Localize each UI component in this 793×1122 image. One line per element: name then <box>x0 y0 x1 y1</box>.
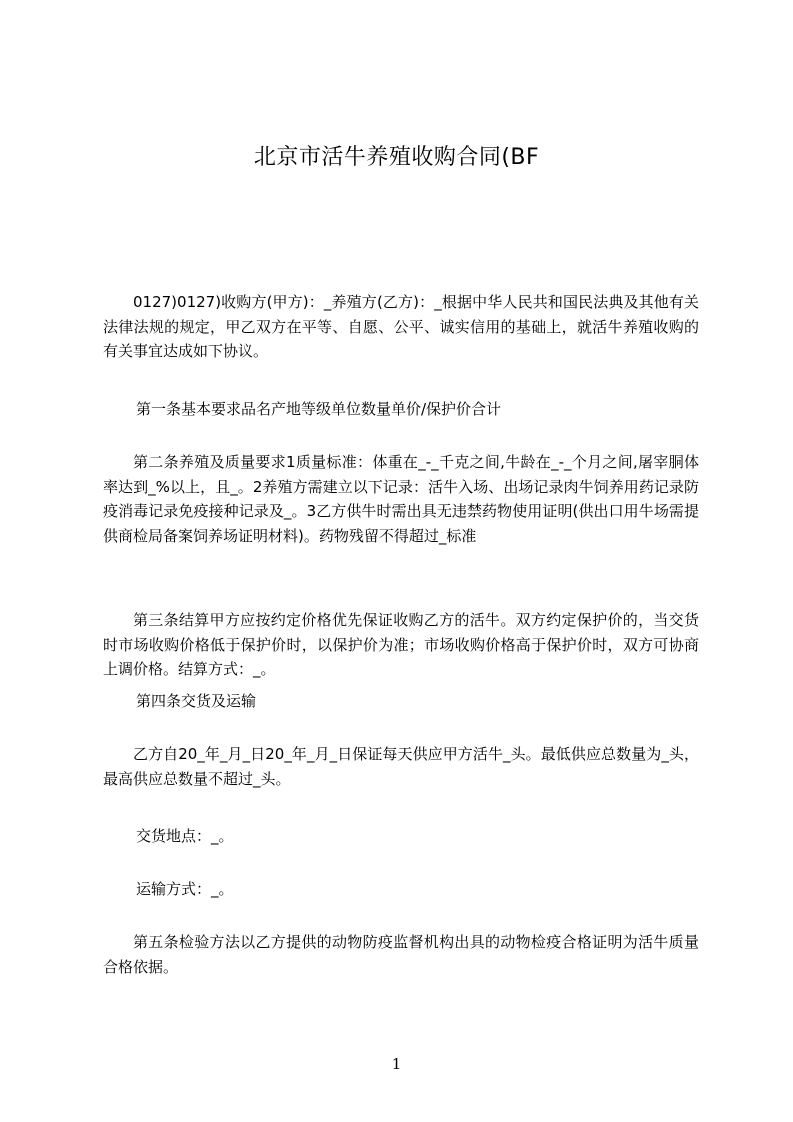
paragraph-article-3: 第三条结算甲方应按约定价格优先保证收购乙方的活牛。双方约定保护价的，当交货时市场收购价格低于保护价时，以保护价为准；市场收购价格高于保护价时，双方可协商上调价格。结算方式：_。 <box>103 611 699 678</box>
paragraph-transport-method: 运输方式：_。 <box>136 880 234 898</box>
document-title: 北京市活牛养殖收购合同(BF <box>253 145 540 170</box>
page-number: 1 <box>391 1055 402 1073</box>
paragraph-article-4-heading: 第四条交货及运输 <box>136 692 257 710</box>
paragraph-article-5: 第五条检验方法以乙方提供的动物防疫监督机构出具的动物检疫合格证明为活牛质量合格依据。 <box>103 933 699 976</box>
paragraph-article-2: 第二条养殖及质量要求1质量标准：体重在_-_千克之间,牛龄在_-_个月之间,屠宰胴体率达到_%以上，且_。2养殖方需建立以下记录：活牛入场、出场记录肉牛饲养用药记录防疫消毒记录免疫接种记录及_。3乙方供牛时需出具无违禁药物使用证明(供出口用牛场需提供商检局备案饲养场证明材料)。药物残留不得超过_标准 <box>103 453 699 545</box>
paragraph-article-1: 第一条基本要求品名产地等级单位数量单价/保护价合计 <box>136 400 502 418</box>
paragraph-delivery-location: 交货地点：_。 <box>136 827 234 845</box>
paragraph-preamble: 0127)0127)收购方(甲方)：_养殖方(乙方)：_根据中华人民共和国民法典及其他有关法律法规的规定，甲乙双方在平等、自愿、公平、诚实信用的基础上，就活牛养殖收购的有关事宜达成如下协议。 <box>103 293 699 360</box>
paragraph-delivery-schedule: 乙方自20_年_月_日20_年_月_日保证每天供应甲方活牛_头。最低供应总数量为_头，最高供应总数量不超过_头。 <box>103 745 699 788</box>
